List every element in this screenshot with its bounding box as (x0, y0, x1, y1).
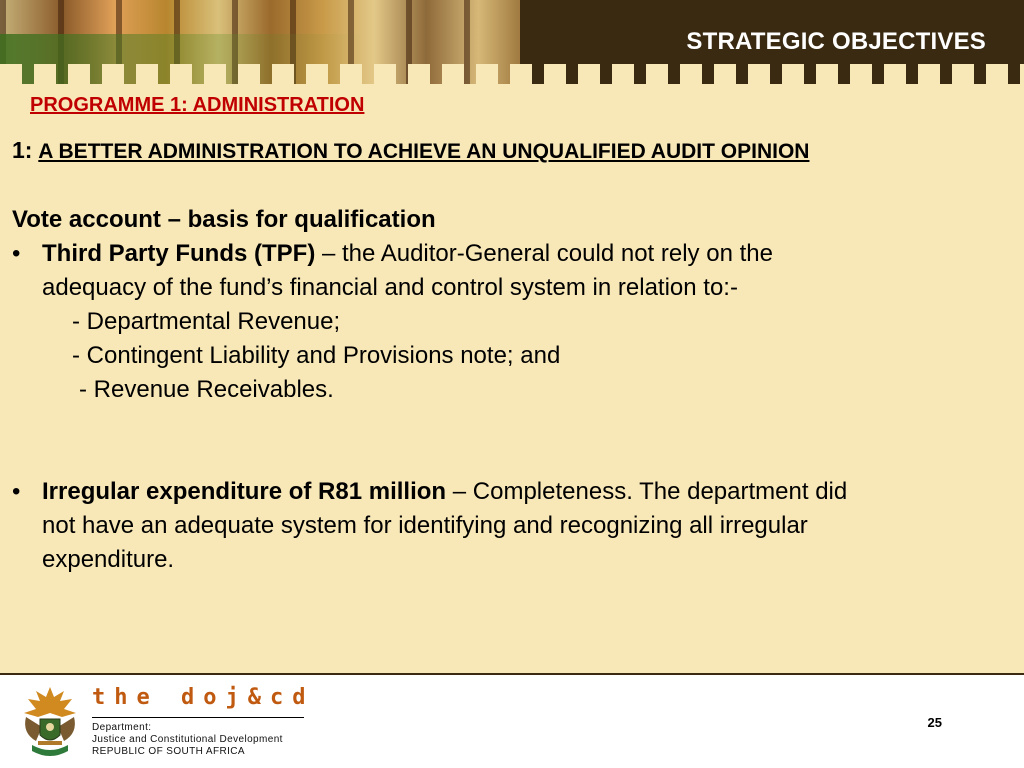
bullet-irregular-line3: expenditure. (42, 546, 175, 573)
department-text (92, 722, 283, 758)
bullet-irregular-line2: not have an adequate system for identifying and recognizing all irregular (42, 512, 808, 539)
header-banner (0, 0, 1024, 84)
brand-wordmark: the doj&cd (92, 685, 315, 710)
section-heading: Vote account – basis for qualification (12, 206, 436, 233)
brand-rule (92, 717, 304, 718)
bullet-tpf-text: – the Auditor-General could not rely on the (315, 240, 773, 267)
objective-text: A BETTER ADMINISTRATION TO ACHIEVE AN UNQUALIFIED AUDIT OPINION (38, 140, 810, 163)
programme-heading: PROGRAMME 1: ADMINISTRATION (30, 94, 365, 116)
footer (0, 675, 1024, 768)
subitem-revenue-receivables: - Revenue Receivables. (79, 376, 334, 403)
bullet-tpf-line1 (42, 237, 1012, 271)
coat-of-arms-icon (18, 683, 82, 759)
bullet-irregular-text: – Completeness. The department did (446, 478, 848, 505)
bullet-irregular-line1 (42, 475, 1012, 509)
bullet-tpf-line2: adequacy of the fund’s financial and control system in relation to:- (42, 274, 738, 301)
subitem-contingent-liability: - Contingent Liability and Provisions note; and (72, 342, 561, 369)
banner-crenellation (0, 64, 1024, 84)
dept-line3: REPUBLIC OF SOUTH AFRICA (92, 746, 245, 757)
slide-body (12, 203, 1012, 577)
bullet-marker: • (12, 240, 21, 267)
dept-line1: Department: (92, 722, 152, 733)
bullet-marker: • (12, 478, 21, 505)
bullet-tpf-bold: Third Party Funds (TPF) (42, 240, 316, 267)
subitem-departmental-revenue: - Departmental Revenue; (72, 308, 341, 335)
dept-line2: Justice and Constitutional Development (92, 734, 283, 745)
bullet-irregular-bold: Irregular expenditure of R81 million (42, 478, 447, 505)
bullet-tpf (12, 237, 1012, 407)
bullet-irregular (12, 475, 1012, 577)
page-number: 25 (927, 715, 942, 730)
objective-number: 1: (12, 137, 33, 163)
spacer (12, 407, 1012, 475)
objective-line (12, 137, 809, 164)
slide-title: STRATEGIC OBJECTIVES (686, 28, 986, 55)
